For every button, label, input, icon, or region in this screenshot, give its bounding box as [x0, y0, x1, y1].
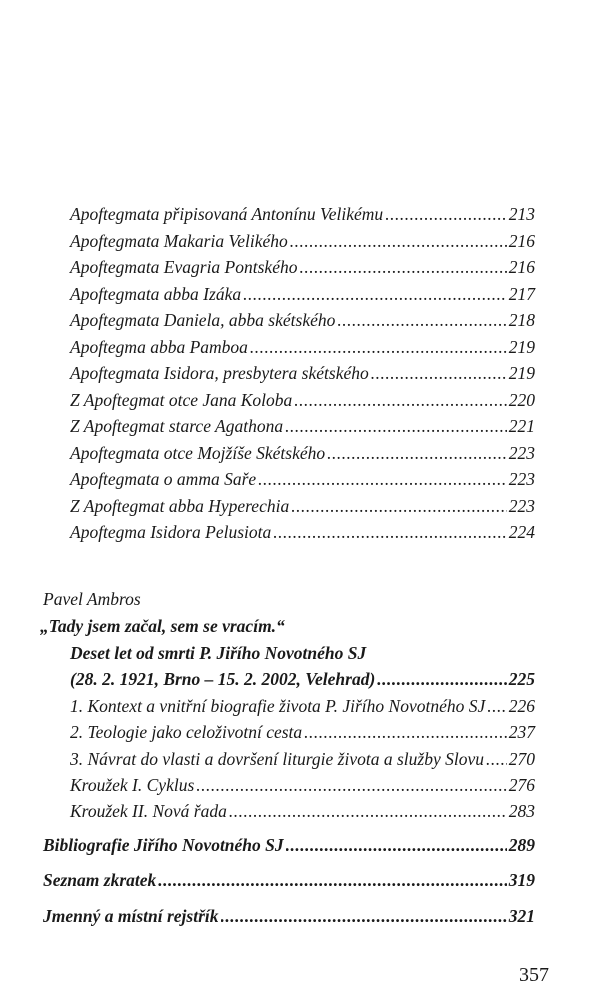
entry-page: 224 — [508, 522, 535, 542]
toc-entry — [70, 362, 535, 384]
toc-entry — [70, 415, 535, 437]
toc-entry — [70, 256, 535, 278]
entry-page: 220 — [508, 389, 535, 410]
entry-page: 225 — [508, 669, 535, 689]
entry-page: 223 — [508, 442, 535, 463]
entry-page: 217 — [508, 283, 535, 304]
dot-leader — [196, 774, 506, 796]
toc-entry — [70, 442, 535, 464]
entry-page: 289 — [508, 835, 535, 855]
toc-entry — [70, 389, 535, 411]
entry-title: Kroužek I. Cyklus — [70, 774, 195, 795]
entry-page: 321 — [508, 906, 535, 926]
entry-page: 219 — [508, 336, 535, 357]
toc-entry — [70, 495, 535, 517]
entry-title: Jmenný a místní rejstřík — [43, 906, 219, 926]
toc-entry — [70, 748, 535, 770]
toc-entry — [70, 774, 535, 796]
entry-page: 218 — [508, 310, 535, 330]
entry-page: 223 — [508, 469, 535, 489]
toc-entry — [70, 695, 535, 717]
toc-entry — [70, 203, 535, 225]
entry-title: (28. 2. 1921, Brno – 15. 2. 2002, Velehrad) — [70, 669, 376, 689]
dot-leader — [290, 230, 507, 252]
toc-entry — [70, 468, 535, 490]
entry-title: Apoftegmata o amma Saře — [70, 469, 257, 489]
entry-page: 216 — [508, 257, 535, 277]
entry-title: Apoftegmata Isidora, presbytera skétského — [70, 363, 369, 383]
dot-leader — [327, 442, 507, 464]
entry-page: 226 — [508, 696, 535, 716]
toc-entry — [70, 800, 535, 822]
entry-page: 221 — [508, 416, 535, 436]
dot-leader — [377, 668, 506, 690]
dot-leader — [304, 721, 507, 743]
dot-leader — [250, 336, 507, 358]
dot-leader — [385, 203, 507, 225]
toc-entry — [70, 521, 535, 543]
toc-entry — [70, 721, 535, 743]
dot-leader — [291, 495, 507, 517]
entry-title: Seznam zkratek — [43, 870, 157, 890]
entry-page: 216 — [508, 230, 535, 251]
entry-page: 319 — [508, 870, 535, 890]
entry-title: Apoftegmata abba Izáka — [70, 283, 242, 304]
entry-page: 276 — [508, 774, 535, 795]
toc-entry — [70, 309, 535, 331]
entry-title: Z Apoftegmat otce Jana Koloba — [70, 389, 293, 410]
entry-page: 223 — [508, 495, 535, 516]
entry-title: Kroužek II. Nová řada — [70, 801, 227, 822]
author-name: Pavel Ambros — [43, 589, 141, 609]
entry-title: Apoftegma Isidora Pelusiota — [70, 522, 272, 542]
entry-page: 270 — [508, 748, 535, 769]
dot-leader — [221, 905, 507, 927]
entry-page: 213 — [508, 204, 535, 224]
entry-title: 3. Návrat do vlasti a dovršení liturgie života a služby Slovu — [70, 748, 484, 769]
entry-title: Apoftegmata otce Mojžíše Skétského — [70, 442, 326, 463]
dot-leader — [371, 362, 507, 384]
dot-leader — [158, 869, 506, 891]
toc-entry — [70, 230, 535, 252]
entry-title: 1. Kontext a vnitřní biografie života P. Jiřího Novotného SJ — [70, 696, 486, 716]
toc-entry — [70, 283, 535, 305]
dot-leader — [258, 468, 507, 490]
dot-leader — [487, 695, 506, 717]
entry-title: Apoftegmata připisovaná Antonínu Velikému — [70, 204, 384, 224]
dot-leader — [273, 521, 507, 543]
entry-page: 237 — [508, 722, 535, 743]
toc-entry — [43, 869, 535, 891]
toc-entry — [43, 905, 535, 927]
toc-entry-chapter — [70, 668, 535, 690]
entry-title: 2. Teologie jako celoživotní cesta — [70, 722, 303, 743]
entry-title: Z Apoftegmat abba Hyperechia — [70, 495, 290, 516]
dot-leader — [229, 800, 507, 822]
toc-entry — [43, 834, 535, 856]
entry-title: Apoftegmata Evagria Pontského — [70, 257, 298, 277]
entry-title: Apoftegmata Makaria Velikého — [70, 230, 288, 251]
entry-title: Bibliografie Jiřího Novotného SJ — [43, 835, 284, 855]
entry-page: 283 — [508, 801, 535, 822]
dot-leader — [285, 415, 507, 437]
page-number: 357 — [519, 964, 549, 986]
dot-leader — [294, 389, 506, 411]
chapter-title-line2: Deset let od smrti P. Jiřího Novotného SJ — [70, 643, 367, 663]
dot-leader — [337, 309, 506, 331]
chapter-title-line1: „Tady jsem začal, sem se vracím.“ — [40, 616, 285, 636]
entry-page: 219 — [508, 363, 535, 383]
entry-title: Z Apoftegmat starce Agathona — [70, 416, 284, 436]
entry-title: Apoftegmata Daniela, abba skétského — [70, 310, 336, 330]
dot-leader — [486, 748, 507, 770]
toc-entry — [70, 336, 535, 358]
dot-leader — [286, 834, 507, 856]
entry-title: Apoftegma abba Pamboa — [70, 336, 248, 357]
dot-leader — [299, 256, 506, 278]
dot-leader — [243, 283, 507, 305]
